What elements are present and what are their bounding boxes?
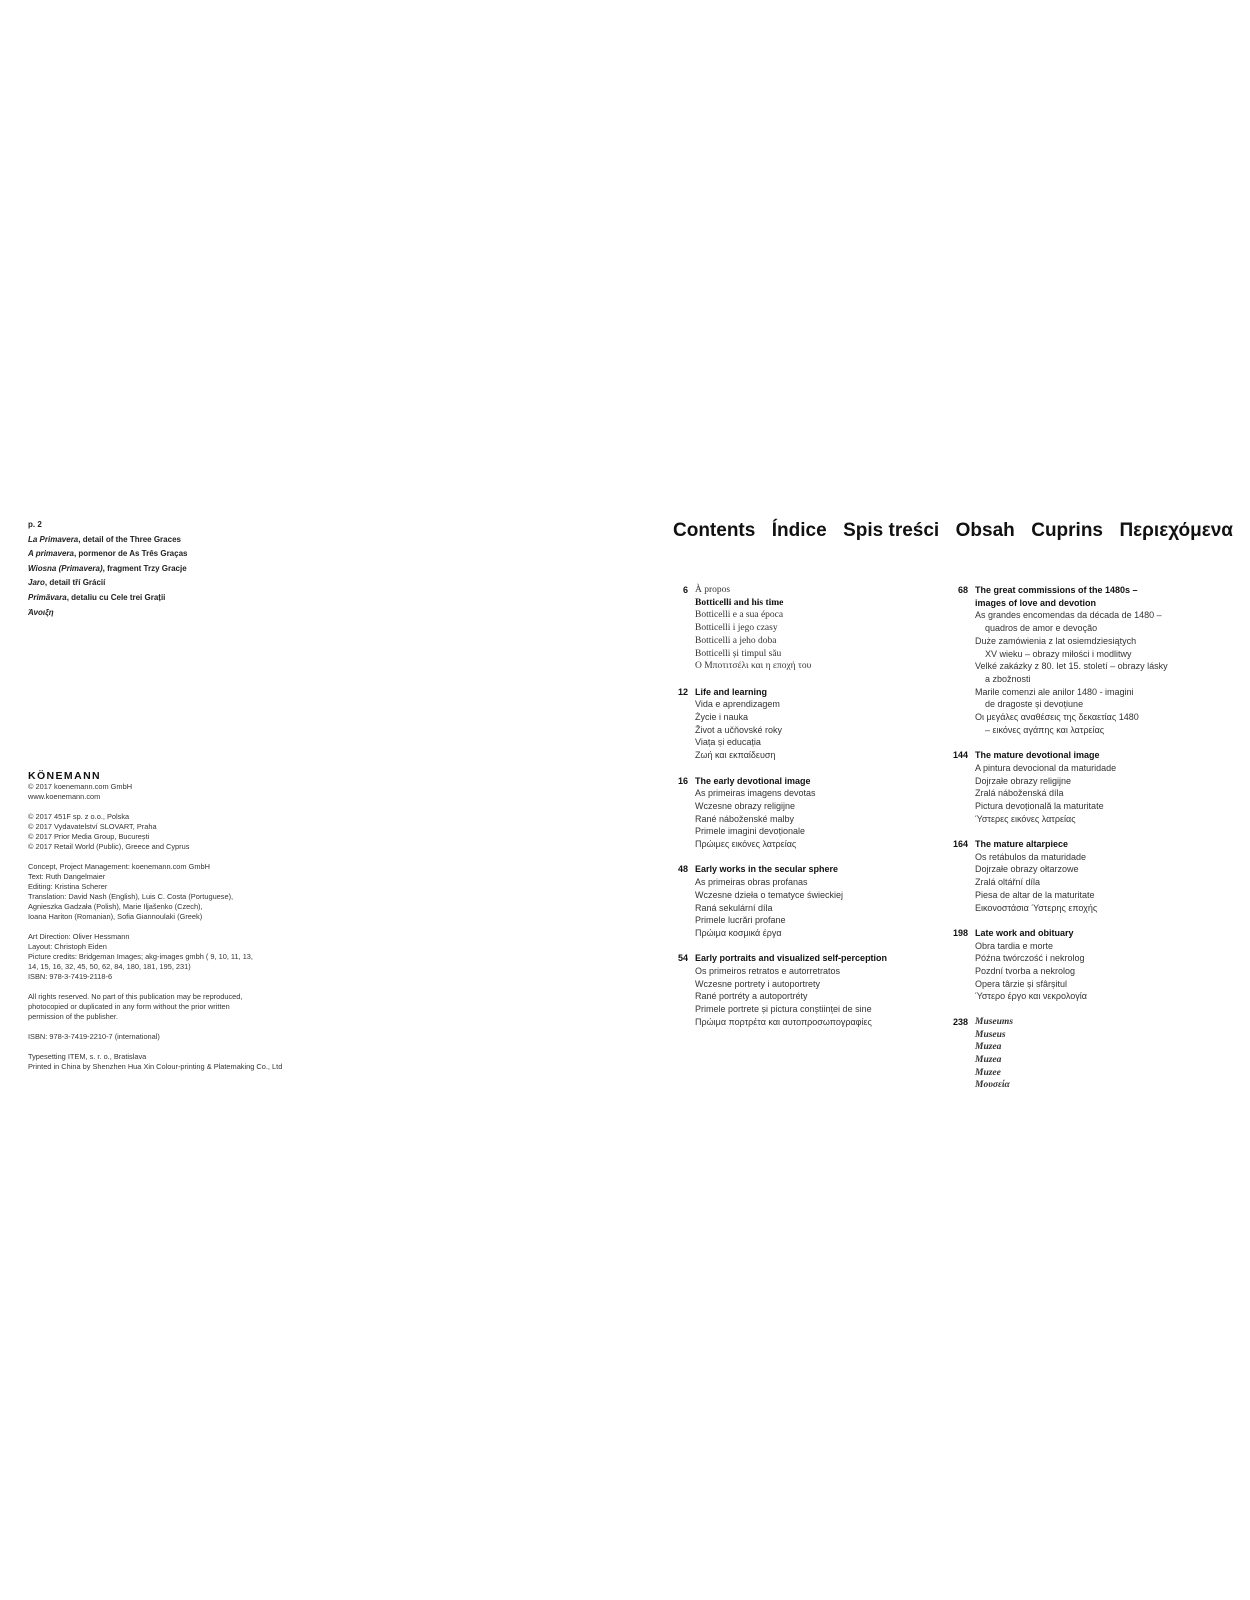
imprint-line: © 2017 Prior Media Group, București — [28, 832, 150, 841]
toc-translation: Primele lucrări profane — [695, 915, 786, 926]
contents-title: Contents — [673, 520, 756, 541]
toc-heading: The great commissions of the 1480s – — [975, 585, 1138, 595]
imprint-line: Art Direction: Oliver Hessmann — [28, 932, 130, 941]
contents-title: Obsah — [955, 520, 1015, 541]
contents-titles — [673, 520, 1233, 542]
imprint-line: Editing: Kristina Scherer — [28, 882, 108, 891]
toc-entry — [664, 584, 944, 673]
toc-heading: Museums — [975, 1016, 1014, 1027]
toc-translation: Pictura devoțională la maturitate — [975, 800, 1104, 811]
toc-translation: Późna twórczość i nekrolog — [975, 953, 1085, 964]
toc-heading: Botticelli and his time — [695, 597, 784, 608]
toc-entry-lines — [975, 749, 1224, 825]
toc-entry-lines — [695, 686, 944, 762]
imprint — [28, 770, 348, 1082]
imprint-line: 14, 15, 16, 32, 45, 50, 62, 84, 180, 181, 195, 231) — [28, 962, 191, 971]
toc-entry — [944, 838, 1224, 914]
caption-text: , pormenor de As Três Graças — [73, 549, 188, 559]
caption-text: , detaliu cu Cele trei Grații — [66, 592, 166, 602]
imprint-line: Layout: Christoph Eiden — [28, 942, 107, 951]
imprint-block — [28, 932, 348, 982]
toc-heading: Life and learning — [695, 686, 768, 697]
toc-entry — [944, 927, 1224, 1003]
toc-translation: Zralá náboženská díla — [975, 788, 1064, 799]
imprint-line: www.koenemann.com — [28, 792, 101, 801]
toc-translation: As grandes encomendas da década de 1480 – — [975, 610, 1162, 621]
toc-heading: Muzea — [975, 1054, 1002, 1065]
toc-heading: The mature devotional image — [975, 750, 1100, 761]
toc-entry-lines — [975, 1016, 1224, 1092]
caption-line — [28, 606, 328, 621]
toc-translation: Duże zamówienia z lat osiemdziesiątych — [975, 635, 1137, 646]
toc-translation: Opera târzie și sfârșitul — [975, 978, 1068, 989]
imprint-line: Agnieszka Gadzała (Polish), Marie Iljašenko (Czech), — [28, 902, 203, 911]
toc-translation: Botticelli a jeho doba — [695, 635, 777, 646]
toc-page-number: 238 — [952, 1016, 968, 1027]
toc-heading: The early devotional image — [695, 775, 811, 786]
caption-title: Άνοιξη — [28, 607, 54, 617]
imprint-block — [28, 812, 348, 852]
toc-page-number: 198 — [952, 927, 968, 938]
toc-translation: Primele imagini devoționale — [695, 826, 806, 837]
toc-translation: Marile comenzi ale anilor 1480 - imagini — [975, 686, 1134, 697]
toc-entry — [944, 1016, 1224, 1092]
imprint-line: ISBN: 978-3-7419-2118-6 — [28, 972, 113, 981]
caption-line — [28, 591, 328, 606]
imprint-line: Translation: David Nash (English), Luis C. Costa (Portuguese), — [28, 892, 234, 901]
toc-translation: quadros de amor e devoção — [985, 623, 1098, 634]
toc-translation: a zbožnosti — [985, 673, 1031, 684]
toc-translation: Primele portrete și pictura conștiinței de sine — [695, 1004, 872, 1015]
toc-translation: XV wieku – obrazy miłości i modlitwy — [985, 648, 1132, 659]
toc-entry-lines — [695, 584, 944, 673]
toc-heading: Muzee — [975, 1067, 1001, 1078]
toc-translation: Botticelli e a sua época — [695, 610, 784, 621]
caption-title: Jaro — [28, 578, 45, 588]
toc-translation: Wczesne portrety i autoportrety — [695, 978, 821, 989]
caption-text: , detail of the Three Graces — [78, 534, 181, 544]
toc-heading: Muzea — [975, 1042, 1002, 1053]
toc-page-number: 16 — [677, 775, 688, 786]
toc-translation: Život a učňovské roky — [695, 724, 783, 735]
toc-entry — [664, 952, 944, 1028]
contents-title: Περιεχόμενα — [1119, 520, 1233, 541]
caption-text: , detail tří Grácií — [44, 578, 106, 588]
toc-translation: Ζωή και εκπαίδευση — [695, 750, 776, 761]
toc-translation: Πρώιμες εικόνες λατρείας — [695, 839, 797, 850]
toc-translation: Zralá oltářní díla — [975, 877, 1041, 888]
toc-heading: Late work and obituary — [975, 927, 1074, 938]
toc-translation: Obra tardia e morte — [975, 940, 1054, 951]
toc-translation: – εικόνες αγάπης και λατρείας — [985, 724, 1105, 735]
toc-page-number: 164 — [952, 839, 968, 850]
caption-page-ref: p. 2 — [28, 520, 42, 529]
toc-translation: As primeiras obras profanas — [695, 877, 808, 888]
toc-column-left — [664, 584, 944, 1041]
toc-translation: À propos — [695, 585, 731, 595]
toc-translation: Οι μεγάλες αναθέσεις της δεκαετίας 1480 — [975, 712, 1139, 723]
toc-column-right — [944, 584, 1224, 1105]
toc-entry — [664, 686, 944, 762]
imprint-block — [28, 1032, 348, 1042]
toc-translation: Wczesne obrazy religijne — [695, 800, 796, 811]
toc-heading: Μουσεία — [975, 1080, 1010, 1091]
toc-entry — [944, 584, 1224, 736]
imprint-line: © 2017 Retail World (Public), Greece and Cyprus — [28, 842, 190, 851]
toc-entry-lines — [695, 952, 944, 1028]
imprint-line: Typesetting ITEM, s. r. o., Bratislava — [28, 1052, 147, 1061]
imprint-line: © 2017 koenemann.com GmbH — [28, 782, 133, 791]
toc-page-number: 144 — [952, 750, 968, 761]
toc-translation: As primeiras imagens devotas — [695, 788, 816, 799]
image-caption — [28, 518, 328, 620]
imprint-line: Concept, Project Management: koenemann.com GmbH — [28, 862, 210, 871]
toc-page-number: 68 — [957, 585, 968, 595]
imprint-block — [28, 862, 348, 922]
toc-translation: Ο Μποτιτσέλι και η εποχή του — [695, 661, 812, 672]
imprint-line: Printed in China by Shenzhen Hua Xin Colour-printing & Platemaking Co., Ltd — [28, 1062, 283, 1071]
toc-translation: Velké zakázky z 80. let 15. století – obrazy lásky — [975, 661, 1168, 672]
caption-title: Wiosna (Primavera) — [28, 563, 103, 573]
imprint-line: ISBN: 978-3-7419-2210-7 (international) — [28, 1032, 160, 1041]
toc-translation: Piesa de altar de la maturitate — [975, 889, 1095, 900]
toc-translation: Dojrzałe obrazy religijne — [975, 775, 1072, 786]
toc-page-number: 6 — [682, 585, 688, 595]
toc-heading: images of love and devotion — [975, 597, 1097, 608]
toc-entry-lines — [695, 775, 944, 851]
caption-title: A primavera — [28, 549, 74, 559]
toc-translation: Raná sekulární díla — [695, 902, 773, 913]
imprint-line: photocopied or duplicated in any form without the prior written — [28, 1002, 230, 1011]
toc-translation: Botticelli și timpul său — [695, 648, 782, 659]
caption-line — [28, 533, 328, 548]
caption-title: La Primavera — [28, 534, 79, 544]
toc-entry — [944, 749, 1224, 825]
toc-translation: Botticelli i jego czasy — [695, 623, 778, 634]
toc-translation: de dragoste și devoțiune — [985, 699, 1084, 710]
toc-entry — [664, 775, 944, 851]
toc-entry-lines — [695, 863, 944, 939]
contents-title: Spis treści — [843, 520, 940, 541]
toc-page-number: 48 — [677, 864, 688, 875]
imprint-line: permission of the publisher. — [28, 1012, 118, 1021]
contents-title: Índice — [771, 520, 827, 541]
toc-translation: Ύστερο έργο και νεκρολογία — [975, 991, 1087, 1002]
publisher-logo: KÖNEMANN — [28, 770, 102, 782]
caption-line — [28, 547, 328, 562]
toc-page-number: 12 — [677, 686, 688, 697]
toc-translation: Rané náboženské malby — [695, 813, 795, 824]
imprint-block — [28, 992, 348, 1022]
imprint-line: © 2017 451F sp. z o.o., Polska — [28, 812, 130, 821]
toc-translation: Os retábulos da maturidade — [975, 851, 1087, 862]
toc-translation: Vida e aprendizagem — [695, 699, 780, 710]
toc-heading: Museus — [975, 1029, 1006, 1040]
toc-heading: Early portraits and visualized self-perception — [695, 953, 888, 964]
imprint-block — [28, 1052, 348, 1072]
toc-translation: Os primeiros retratos e autorretratos — [695, 966, 841, 977]
contents-title: Cuprins — [1031, 520, 1103, 541]
toc-translation: A pintura devocional da maturidade — [975, 762, 1117, 773]
toc-translation: Πρώιμα πορτρέτα και αυτοπροσωπογραφίες — [695, 1016, 872, 1027]
toc-entry — [664, 863, 944, 939]
toc-heading: Early works in the secular sphere — [695, 864, 839, 875]
imprint-line: Picture credits: Bridgeman Images; akg-images gmbh ( 9, 10, 11, 13, — [28, 952, 253, 961]
toc-entry-lines — [975, 927, 1224, 1003]
caption-title: Primăvara — [28, 592, 67, 602]
toc-translation: Wczesne dzieła o tematyce świeckiej — [695, 889, 844, 900]
imprint-line: © 2017 Vydavatelství SLOVART, Praha — [28, 822, 157, 831]
caption-line — [28, 576, 328, 591]
caption-text: , fragment Trzy Gracje — [102, 563, 187, 573]
toc-translation: Πρώιμα κοσμικά έργα — [695, 927, 782, 938]
toc-translation: Dojrzałe obrazy ołtarzowe — [975, 864, 1079, 875]
toc-translation: Pozdní tvorba a nekrolog — [975, 966, 1076, 977]
toc-page-number: 54 — [677, 953, 688, 964]
toc-translation: Εικονοστάσια Ύστερης εποχής — [975, 902, 1098, 913]
imprint-line: Text: Ruth Dangelmaier — [28, 872, 106, 881]
toc-translation: Rané portréty a autoportréty — [695, 991, 808, 1002]
imprint-blocks — [28, 782, 348, 1072]
toc-translation: Życie i nauka — [695, 712, 749, 723]
caption-line — [28, 562, 328, 577]
imprint-line: Ioana Hariton (Romanian), Sofia Giannoulaki (Greek) — [28, 912, 203, 921]
toc-entry-lines — [975, 584, 1224, 736]
imprint-block — [28, 782, 348, 802]
imprint-line: All rights reserved. No part of this publication may be reproduced, — [28, 992, 243, 1001]
toc-translation: Ύστερες εικόνες λατρείας — [975, 813, 1076, 824]
toc-entry-lines — [975, 838, 1224, 914]
toc-heading: The mature altarpiece — [975, 839, 1069, 850]
toc-translation: Viața și educația — [695, 737, 761, 748]
